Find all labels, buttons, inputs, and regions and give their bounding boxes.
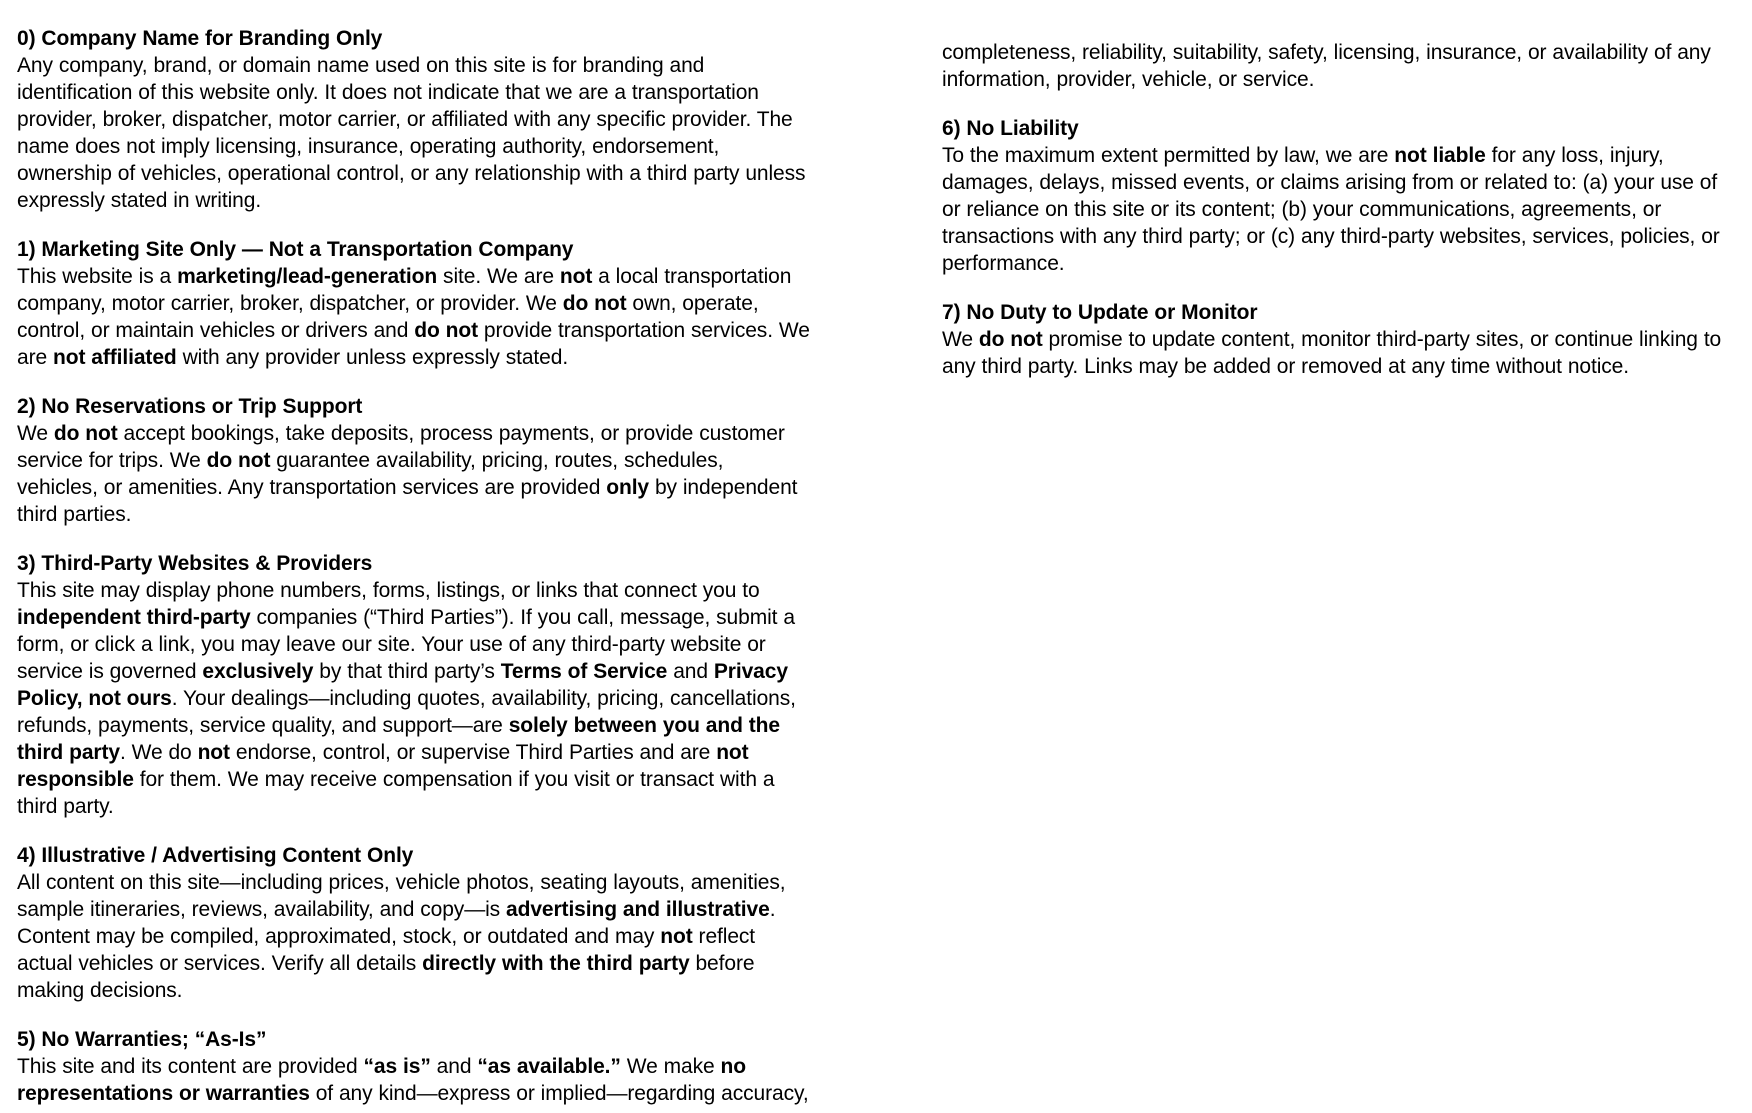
section-0-company-name-for-branding-only — [17, 25, 810, 214]
section-6-no-liability — [942, 115, 1735, 277]
bold-text-run: Privacy Policy, not ours — [17, 660, 788, 710]
section-heading: 7) No Duty to Update or Monitor — [942, 301, 1258, 324]
text-run: and — [430, 1055, 478, 1078]
bold-text-run: “as available.” — [477, 1055, 621, 1078]
text-run: endorse, control, or supervise Third Parties and are — [229, 741, 717, 764]
section-heading: 1) Marketing Site Only — Not a Transportation Company — [17, 238, 574, 261]
bold-text-run: not — [660, 925, 693, 948]
text-run: by that third party’s — [313, 660, 501, 683]
section-5-no-warranties-as-is — [17, 1026, 810, 1107]
bold-text-run: do not — [53, 422, 118, 445]
bold-text-run: not affiliated — [53, 346, 177, 369]
text-run: by independent third parties. — [17, 476, 798, 526]
section-1-marketing-site-only — [17, 236, 810, 371]
bold-text-run: no representations or warranties — [17, 1055, 746, 1105]
section-3-third-party-websites-and-providers — [17, 550, 810, 820]
bold-text-run: not — [197, 741, 230, 764]
text-run: with any provider unless expressly stated. — [176, 346, 569, 369]
text-run: . Content may be compiled, approximated, stock, or outdated and may — [17, 898, 776, 948]
section-5-no-warranties-continuation — [942, 39, 1735, 93]
bold-text-run: do not — [414, 319, 478, 342]
section-heading: 6) No Liability — [942, 117, 1079, 140]
text-run: This site may display phone numbers, forms, listings, or links that connect you to — [17, 579, 760, 602]
bold-text-run: Terms of Service — [500, 660, 668, 683]
bold-text-run: “as is” — [363, 1055, 431, 1078]
text-run: We — [17, 422, 54, 445]
text-run: for them. We may receive compensation if you visit or transact with a third party. — [17, 768, 775, 818]
bold-text-run: not responsible — [17, 741, 749, 791]
bold-text-run: directly with the third party — [422, 952, 690, 975]
bold-text-run: not — [559, 265, 593, 288]
text-run: . We do — [119, 741, 198, 764]
section-heading: 5) No Warranties; “As-Is” — [17, 1028, 267, 1051]
text-run: This site and its content are provided — [17, 1055, 364, 1078]
text-run: of any kind—express or implied—regarding accuracy, — [309, 1082, 809, 1105]
text-run: guarantee availability, pricing, routes, schedules, vehicles, or amenities. Any transportation services are provided — [17, 449, 724, 499]
text-run: before making decisions. — [17, 952, 755, 1002]
text-run: for any loss, injury, damages, delays, missed events, or claims arising from or related to: (a) your use of or reliance on this site or its content; (b) your communications, agreements, or transactions with any third party; or (c) any third-party websites, services, policies, or performance. — [942, 144, 1720, 275]
text-run: All content on this site—including prices, vehicle photos, seating layouts, amenities, sample itineraries, reviews, availability, and copy—is — [17, 871, 786, 921]
text-run: own, operate, control, or maintain vehicles or drivers and — [17, 292, 759, 342]
text-run: To the maximum extent permitted by law, we are — [942, 144, 1395, 167]
bold-text-run: not liable — [1394, 144, 1486, 167]
text-run: . Your dealings—including quotes, availability, pricing, cancellations, refunds, payments, service quality, and support—are — [17, 687, 796, 737]
text-run: completeness, reliability, suitability, safety, licensing, insurance, or availability of any information, provider, vehicle, or service. — [942, 41, 1711, 91]
section-heading: 3) Third-Party Websites & Providers — [17, 552, 373, 575]
bold-text-run: do not — [978, 328, 1043, 351]
text-run: We make — [620, 1055, 721, 1078]
text-run: promise to update content, monitor third-party sites, or continue linking to any third party. Links may be added or removed at any time without notice. — [942, 328, 1722, 378]
text-run: site. We are — [437, 265, 560, 288]
left-text-column — [17, 25, 810, 1113]
text-run: accept bookings, take deposits, process payments, or provide customer service for trips. We — [17, 422, 785, 472]
text-run: reflect actual vehicles or services. Verify all details — [17, 925, 756, 975]
bold-text-run: do not — [562, 292, 627, 315]
text-run: companies (“Third Parties”). If you call, message, submit a form, or click a link, you may leave our site. Your use of any third-party website or service is governed — [17, 606, 795, 683]
bold-text-run: do not — [206, 449, 271, 472]
section-7-no-duty-to-update-or-monitor — [942, 299, 1735, 380]
section-2-no-reservations-or-trip-support — [17, 393, 810, 528]
section-heading: 2) No Reservations or Trip Support — [17, 395, 363, 418]
bold-text-run: solely between you and the third party — [17, 714, 780, 764]
bold-text-run: marketing/lead-generation — [177, 265, 438, 288]
text-run: and — [667, 660, 714, 683]
text-run: We — [942, 328, 979, 351]
bold-text-run: independent third-party — [17, 606, 251, 629]
right-text-column — [942, 25, 1735, 402]
section-4-illustrative-advertising-content-only — [17, 842, 810, 1004]
bold-text-run: exclusively — [202, 660, 314, 683]
text-run: provide transportation services. We are — [17, 319, 810, 369]
text-run: a local transportation company, motor carrier, broker, dispatcher, or provider. We — [17, 265, 792, 315]
section-heading: 4) Illustrative / Advertising Content Only — [17, 844, 414, 867]
text-run: This website is a — [17, 265, 178, 288]
section-heading: 0) Company Name for Branding Only — [17, 27, 383, 50]
text-run: Any company, brand, or domain name used on this site is for branding and identification of this website only. It does not indicate that we are a transportation provider, broker, dispatcher, motor carrier, or affiliated with any specific provider. The name does not imply licensing, insurance, operating authority, endorsement, ownership of vehicles, operational control, or any relationship with a third party unless expressly stated in writing. — [17, 54, 806, 212]
bold-text-run: advertising and illustrative — [506, 898, 770, 921]
bold-text-run: only — [606, 476, 650, 499]
